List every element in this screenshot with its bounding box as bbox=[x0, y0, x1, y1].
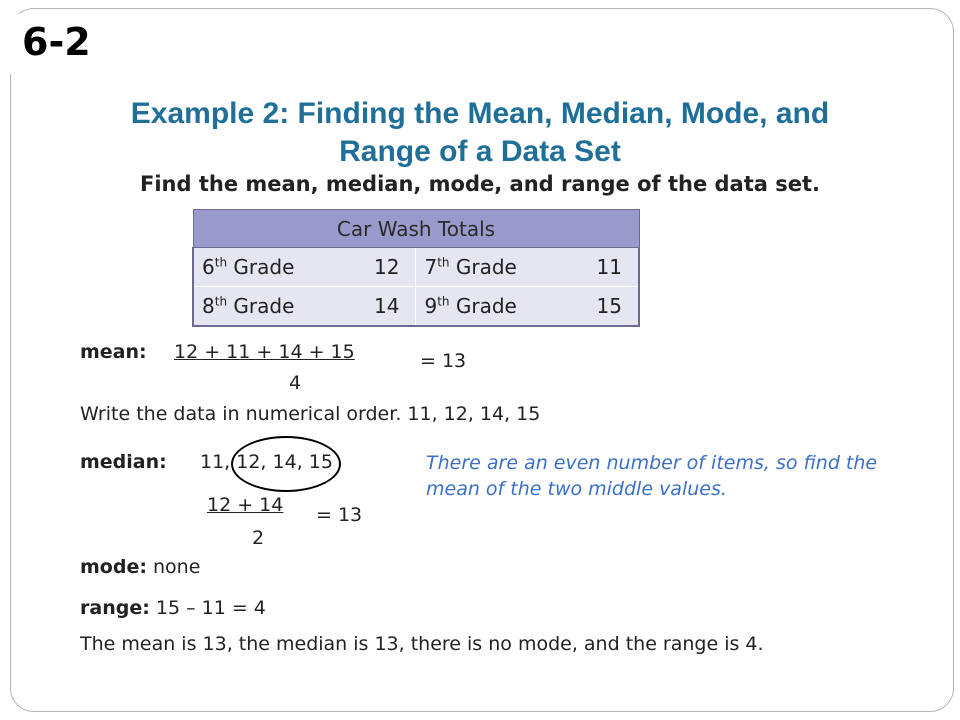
title-line-2: Range of a Data Set bbox=[339, 135, 621, 168]
mean-denominator: 4 bbox=[289, 372, 302, 394]
median-result: = 13 bbox=[316, 504, 363, 526]
range-line bbox=[80, 597, 266, 619]
median-note: There are an even number of items, so find the mean of the two middle values. bbox=[426, 452, 878, 500]
table-header: Car Wash Totals bbox=[193, 210, 639, 248]
instruction: Find the mean, median, mode, and range of the data set. bbox=[140, 172, 820, 196]
middle-values-circle bbox=[231, 436, 341, 492]
mode-line bbox=[80, 556, 200, 578]
mean-result: = 13 bbox=[420, 350, 467, 372]
grade-label: 9th Grade bbox=[416, 287, 565, 327]
grade-label: 8th Grade bbox=[193, 287, 342, 327]
title-line-1: Example 2: Finding the Mean, Median, Mode, and bbox=[130, 97, 830, 130]
conclusion: The mean is 13, the median is 13, there is no mode, and the range is 4. bbox=[80, 633, 764, 655]
grade-value: 15 bbox=[565, 287, 639, 327]
range-label: range: bbox=[80, 597, 150, 619]
mode-value: none bbox=[152, 556, 201, 578]
car-wash-table bbox=[192, 209, 640, 327]
table-header-row bbox=[193, 210, 639, 248]
median-denominator: 2 bbox=[252, 527, 265, 549]
table-row bbox=[193, 287, 639, 327]
mean-label: mean: bbox=[80, 341, 147, 363]
mean-numerator: 12 + 11 + 14 + 15 bbox=[174, 341, 355, 363]
order-instruction: Write the data in numerical order. 11, 12, 14, 15 bbox=[80, 403, 541, 425]
median-numerator: 12 + 14 bbox=[207, 494, 284, 516]
median-label: median: bbox=[80, 451, 167, 473]
grade-value: 14 bbox=[342, 287, 416, 327]
mode-label: mode: bbox=[80, 556, 147, 578]
grade-value: 12 bbox=[342, 248, 416, 287]
grade-label: 6th Grade bbox=[193, 248, 342, 287]
range-value: 15 – 11 = 4 bbox=[155, 597, 266, 619]
slide-number: 6-2 bbox=[0, 14, 100, 74]
median-values: 11, 12, 14, 15 bbox=[200, 451, 333, 473]
table-row bbox=[193, 248, 639, 287]
grade-value: 11 bbox=[565, 248, 639, 287]
page-title bbox=[30, 95, 930, 171]
grade-label: 7th Grade bbox=[416, 248, 565, 287]
